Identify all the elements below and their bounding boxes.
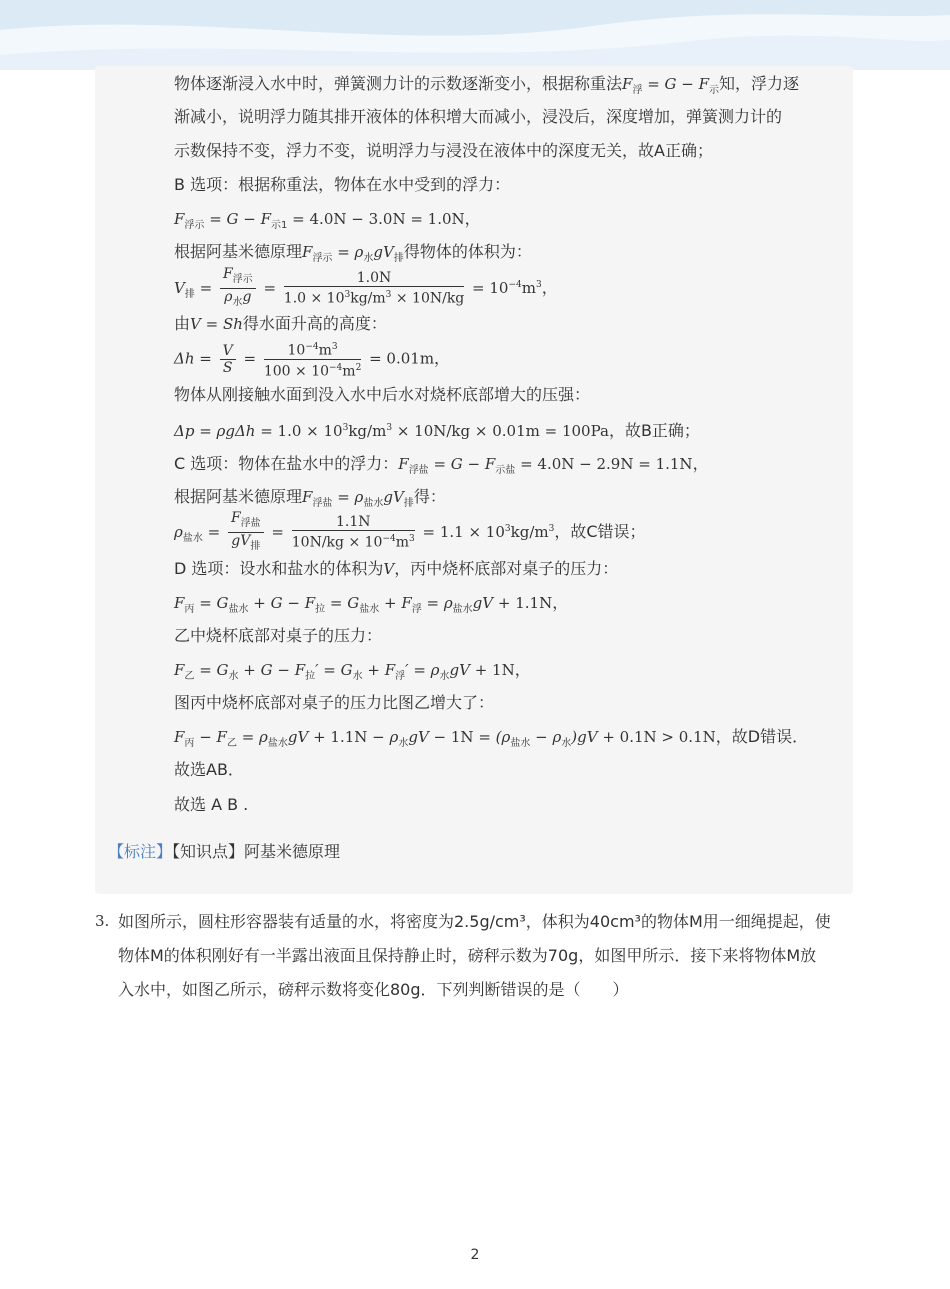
solution-line-12: C 选项：物体在盐水中的浮力：$F_{浮盐} = G - F_{示盐} = 4.0N - 2.9N = 1.1N$， (174, 454, 709, 476)
question-line-3: 入水中，如图乙所示，磅秤示数将变化80g．下列判断错误的是（ ） (118, 980, 629, 999)
solution-line-1: 物体逐渐浸入水中时，弹簧测力计的示数逐渐变小，根据称重法$F_浮 = G - F_示$知，浮力逐 (174, 74, 800, 96)
solution-line-3: 示数保持不变，浮力不变，说明浮力与浸没在液体中的深度无关，故A正确； (174, 141, 713, 160)
header-wave-banner (0, 0, 950, 70)
tag-text: 【知识点】阿基米德原理 (172, 842, 341, 861)
formula-force-bing: $F_丙 = G_{盐水} + G - F_拉 = G_{盐水} + F_浮 = \rho_{盐水}gV + 1.1N$， (174, 593, 569, 615)
solution-line-8: 由V = Sh得水面升高的高度： (174, 314, 387, 333)
question-line-1: 如图所示，圆柱形容器装有适量的水，将密度为2.5g/cm³，体积为40cm³的物体M用一细绳提起，使 (118, 912, 831, 931)
solution-line-4: B 选项：根据称重法，物体在水中受到的浮力： (174, 175, 511, 194)
formula-buoyancy-water: $F_{浮示} = G - F_{示1} = 4.0N - 3.0N = 1.0N$， (174, 209, 481, 231)
formula-pressure: $\Delta p = \rho g\Delta h = 1.0 \times 10^3kg/m^3 \times 10N/kg \times 0.01m = 100Pa$，故B正确； (174, 421, 700, 440)
tag-label: 【标注】 (108, 842, 173, 861)
solution-line-19: 图丙中烧杯底部对桌子的压力比图乙增大了： (174, 693, 495, 712)
knowledge-tag (108, 842, 340, 862)
solution-line-2: 渐减小，说明浮力随其排开液体的体积增大而减小，浸没后，深度增加，弹簧测力计的 (174, 107, 783, 126)
formula-height-change: Δh = $\frac{V}{S}$ = $\frac{10^{-4}m^3}{100 \times 10^{-4}m^2}$ = 0.01m， (174, 339, 450, 379)
question-number: 3. (95, 912, 110, 930)
question-line-2: 物体M的体积刚好有一半露出液面且保持静止时，磅秤示数为70g，如图甲所示．接下来将物体M放 (118, 946, 817, 965)
solution-line-17: 乙中烧杯底部对桌子的压力： (174, 626, 383, 645)
solution-line-13: 根据阿基米德原理$F_{浮盐} = \rho_{盐水}gV_排$得： (174, 487, 446, 509)
solution-line-6: 根据阿基米德原理$F_{浮示} = \rho_水gV_排$得物体的体积为： (174, 242, 532, 264)
formula-volume: $V_排$ = $\frac{F_{浮示}}{\rho_水g}$ = $\frac{1.0N}{1.0 \times 10^3kg/m^3 \times 10N/kg}$ = $10^{-4}m^3$， (174, 266, 558, 308)
formula-density-salt: $\rho_{盐水}$ = $\frac{F_{浮盐}}{gV_排}$ = $\frac{1.1N}{10N/kg \times 10^{-4}m^3}$ = $1.1 \times 10^3kg/m^3$，故C错误； (174, 510, 646, 552)
final-answer: 故选 A B . (174, 795, 249, 814)
solution-line-21: 故选AB． (174, 760, 244, 779)
formula-force-yi: $F_乙 = G_水 + G - F_拉' = G_水 + F_浮' = \rho_水gV + 1N$， (174, 660, 531, 682)
solution-line-10: 物体从刚接触水面到没入水中后水对烧杯底部增大的压强： (174, 385, 591, 404)
formula-force-difference: $F_丙 - F_乙 = \rho_{盐水}gV + 1.1N - \rho_水gV - 1N = (\rho_{盐水} - \rho_水)gV + 0.1N > 0.1N$，故D错误． (174, 727, 809, 749)
page-number: 2 (470, 1247, 480, 1263)
solution-line-15: D 选项：设水和盐水的体积为V，丙中烧杯底部对桌子的压力： (174, 559, 619, 578)
